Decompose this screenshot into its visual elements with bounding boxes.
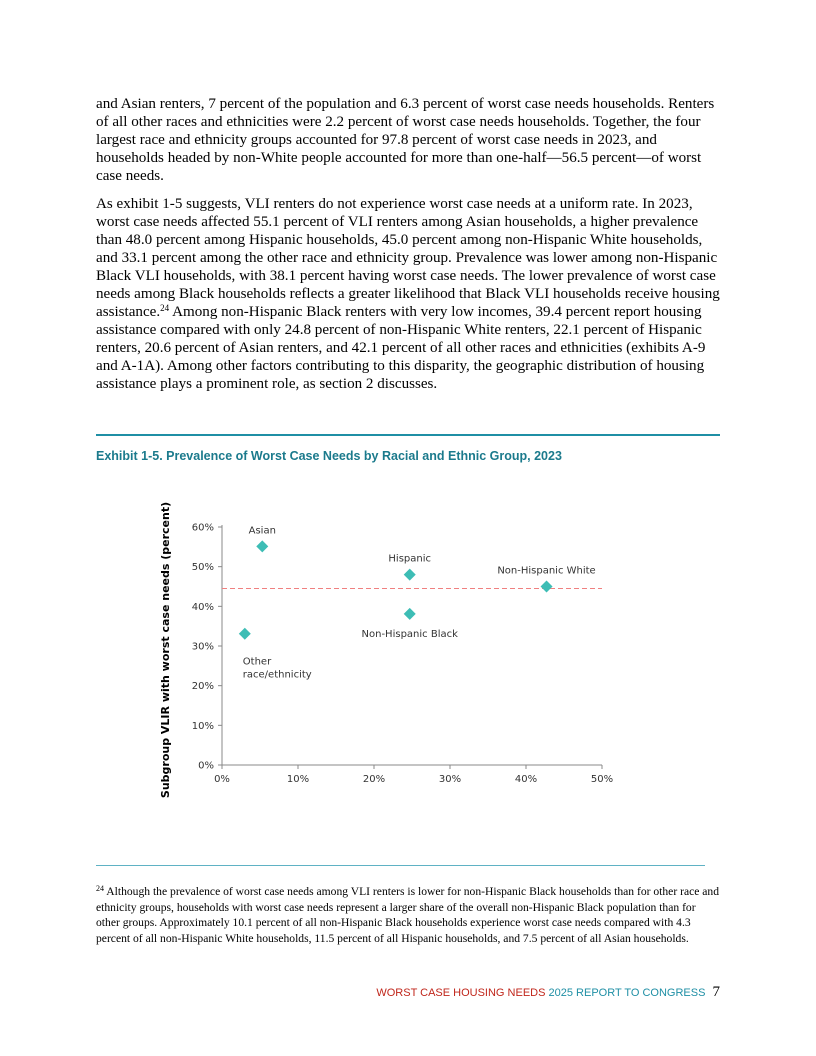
y-tick-label: 40% bbox=[191, 601, 214, 613]
data-point-asian bbox=[256, 540, 268, 552]
page-footer bbox=[376, 984, 720, 1001]
x-tick-label: 40% bbox=[514, 774, 538, 785]
point-label: Other bbox=[242, 656, 272, 668]
y-tick-label: 30% bbox=[191, 641, 214, 653]
data-point-other-race-ethnicity bbox=[239, 628, 251, 640]
y-axis-label: Subgroup VLIR with worst case needs (percent) bbox=[159, 501, 172, 799]
exhibit-title: Exhibit 1-5. Prevalence of Worst Case Needs by Racial and Ethnic Group, 2023 bbox=[96, 449, 562, 463]
footnote-24 bbox=[96, 884, 720, 946]
footer-report-title: WORST CASE HOUSING NEEDS bbox=[376, 987, 546, 999]
footnote-text: Although the prevalence of worst case needs among VLI renters is lower for non-Hispanic Black households than for other race and ethnicity groups, households with worst case needs represent a larger share of the overall non-Hispanic Black population than for other groups. Approximately 10.1 percent of all non-Hispanic Black households experience worst case needs compared with 4.3 percent of all non-Hispanic White households, 11.5 percent of all Hispanic households, and 7.5 percent of all Asian households. bbox=[96, 885, 720, 945]
point-labels bbox=[243, 525, 596, 680]
x-tick-label: 30% bbox=[438, 774, 462, 785]
y-tick-label: 20% bbox=[191, 681, 214, 693]
footnote-reference[interactable]: 24 bbox=[160, 303, 170, 313]
point-label: Non-Hispanic Black bbox=[361, 628, 458, 640]
scatter-chart bbox=[150, 500, 630, 800]
footnote-divider bbox=[96, 865, 705, 866]
x-tick-label: 50% bbox=[590, 774, 614, 785]
point-label: Hispanic bbox=[388, 553, 432, 565]
data-point-non-hispanic-black bbox=[404, 608, 416, 620]
y-tick-label: 50% bbox=[191, 562, 214, 574]
y-tick-label: 60% bbox=[191, 522, 214, 534]
point-label: race/ethnicity bbox=[242, 669, 312, 681]
x-tick-label: 0% bbox=[214, 774, 230, 785]
footer-report-subtitle: 2025 REPORT TO CONGRESS bbox=[548, 987, 706, 999]
body-paragraph-1: and Asian renters, 7 percent of the population and 6.3 percent of worst case needs households. Renters of all other races and ethnicities were 2.2 percent of worst case needs households. Together, the four largest race and ethnicity groups accounted for 97.8 percent of worst case needs in 2023, and households headed by non-White people accounted for more than one-half—56.5 percent—of worst case needs. bbox=[96, 96, 715, 184]
data-point-hispanic bbox=[404, 569, 416, 581]
x-tick-label: 20% bbox=[362, 774, 386, 785]
footnote-number: 24 bbox=[96, 884, 104, 893]
y-tick-label: 10% bbox=[191, 720, 214, 732]
body-paragraph-2 bbox=[96, 195, 720, 393]
page-number: 7 bbox=[712, 984, 720, 1000]
paragraph-2-text-a: As exhibit 1-5 suggests, VLI renters do not experience worst case needs at a uniform rate. In 2023, worst case needs affected 55.1 percent of VLI renters among Asian households, a higher prevalence than 48.0 percent among Hispanic households, 45.0 percent among non-Hispanic White households, and 33.1 percent among the other race and ethnicity group. Prevalence was lower among non-Hispanic Black VLI households, with 38.1 percent having worst case needs. The lower prevalence of worst case needs among Black households reflects a greater likelihood that Black VLI households receive housing assistance. bbox=[96, 196, 720, 320]
x-tick-label: 10% bbox=[286, 774, 310, 785]
y-tick-label: 0% bbox=[198, 760, 214, 772]
point-label: Non-Hispanic White bbox=[497, 565, 596, 577]
data-point-non-hispanic-white bbox=[541, 581, 553, 593]
paragraph-2-text-b: Among non-Hispanic Black renters with very low incomes, 39.4 percent report housing assistance compared with only 24.8 percent of non-Hispanic White renters, 22.1 percent of Hispanic renters, 20.6 percent of Asian renters, and 42.1 percent of all other races and ethnicities (exhibits A-9 and A-1A). Among other factors contributing to this disparity, the geographic distribution of housing assistance plays a prominent role, as section 2 discusses. bbox=[96, 304, 706, 392]
exhibit-divider bbox=[96, 434, 720, 436]
point-label: Asian bbox=[248, 525, 276, 537]
